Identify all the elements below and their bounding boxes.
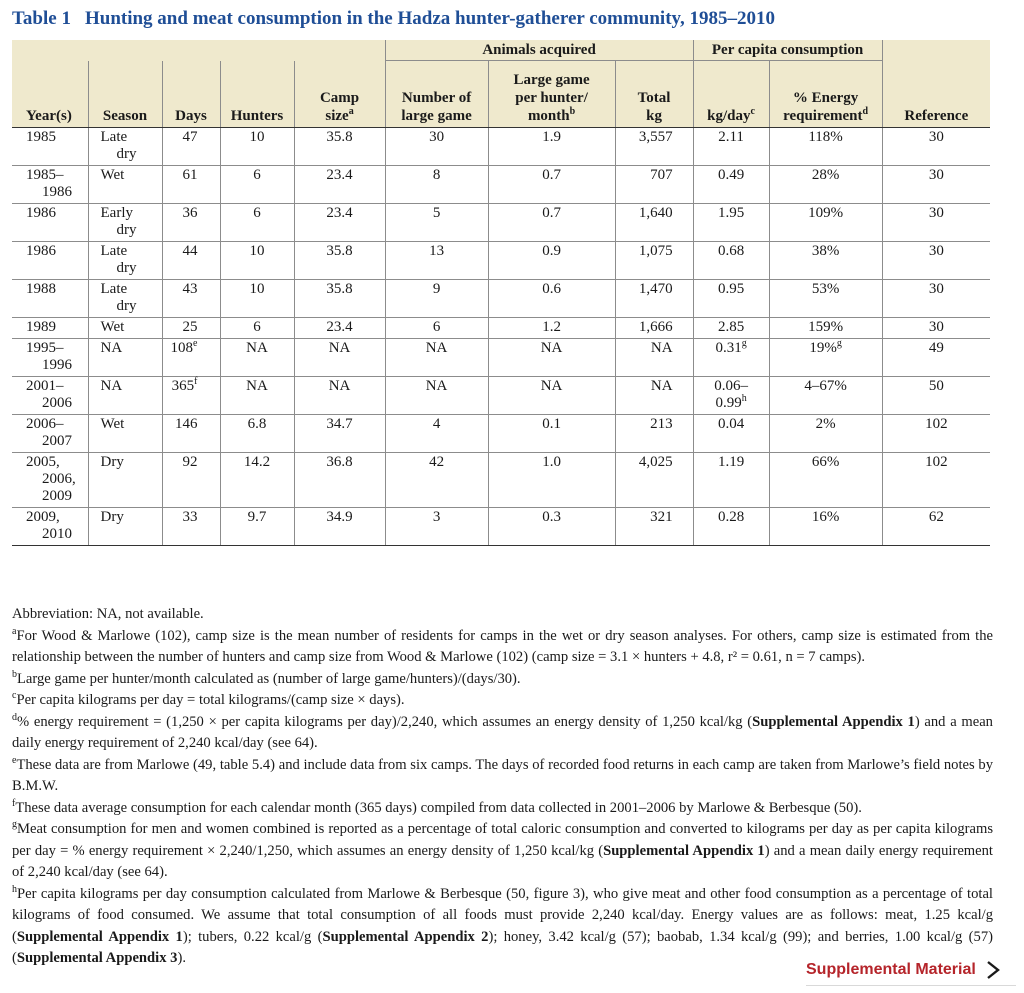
cell-year: 2006– 2007: [12, 415, 88, 453]
cell-total-kg: NA: [615, 377, 693, 415]
cell-camp-size: 23.4: [294, 318, 385, 339]
cell-large-game-per-hunter: 0.7: [488, 166, 615, 204]
cell-number-large-game: NA: [385, 377, 488, 415]
col-large-game-per-hunter: Large game per hunter/ month$^b$: [488, 61, 615, 128]
table-row: [12, 377, 990, 415]
cell-kg-day: 0.68: [693, 242, 769, 280]
cell-hunters: NA: [220, 339, 294, 377]
cell-number-large-game: NA: [385, 339, 488, 377]
cell-number-large-game: 5: [385, 204, 488, 242]
cell-reference: 30: [882, 204, 990, 242]
cell-season: Dry: [88, 508, 162, 546]
cell-hunters: 6: [220, 166, 294, 204]
cell-large-game-per-hunter: NA: [488, 339, 615, 377]
cell-total-kg: 1,640: [615, 204, 693, 242]
cell-energy-requirement: 109%: [769, 204, 882, 242]
cell-reference: 102: [882, 453, 990, 508]
cell-year: 1995– 1996: [12, 339, 88, 377]
cell-kg-day: 1.95: [693, 204, 769, 242]
table-row: [12, 339, 990, 377]
col-number-large-game: Number of large game: [385, 61, 488, 128]
cell-reference: 30: [882, 280, 990, 318]
cell-season: Late dry: [88, 242, 162, 280]
cell-days: 36: [162, 204, 220, 242]
col-hunters: Hunters: [220, 61, 294, 128]
cell-camp-size: 35.8: [294, 280, 385, 318]
cell-hunters: 14.2: [220, 453, 294, 508]
link-supplemental-appendix[interactable]: Supplemental Appendix 1: [752, 713, 915, 730]
header-row: [12, 61, 990, 128]
header-blank-ref: [882, 40, 990, 61]
col-days: Days: [162, 61, 220, 128]
cell-year: 1985: [12, 128, 88, 166]
cell-energy-requirement: 19%$^g$: [769, 339, 882, 377]
cell-days: 365$^f$: [162, 377, 220, 415]
cell-camp-size: NA: [294, 339, 385, 377]
cell-total-kg: 3,557: [615, 128, 693, 166]
table-row: [12, 453, 990, 508]
cell-camp-size: 23.4: [294, 204, 385, 242]
cell-large-game-per-hunter: 1.9: [488, 128, 615, 166]
cell-season: NA: [88, 377, 162, 415]
cell-hunters: 6: [220, 318, 294, 339]
note-h: $^h$Per capita kilograms per day consumption calculated from Marlowe & Berbesque (50, figure 3), who give meat and other food consumption as a percentage of total kilograms of food consumed. We assume that total consumption of all foods must provide 2,240 kcal/day. Energy values are as follows: meat, 1.25 kcal/g (Supplemental Appendix 1); tubers, 0.22 kcal/g (Supplemental Appendix 2); honey, 3.42 kcal/g (57); baobab, 1.34 kcal/g (99); and berries, 1.00 kcal/g (57) (Supplemental Appendix 3).: [12, 883, 993, 966]
header-blank: [12, 40, 385, 61]
cell-kg-day: 0.31$^g$: [693, 339, 769, 377]
table-row: [12, 242, 990, 280]
cell-total-kg: NA: [615, 339, 693, 377]
cell-hunters: 10: [220, 280, 294, 318]
link-supplemental-appendix[interactable]: Supplemental Appendix 3: [16, 950, 178, 966]
table-title: [12, 8, 775, 30]
cell-large-game-per-hunter: NA: [488, 377, 615, 415]
cell-total-kg: 321: [615, 508, 693, 546]
header-per-capita: Per capita consumption: [693, 40, 882, 61]
supplemental-material-link[interactable]: [806, 955, 1016, 986]
col-kg-day: kg/day$^c$: [693, 61, 769, 128]
cell-energy-requirement: 53%: [769, 280, 882, 318]
cell-reference: 30: [882, 166, 990, 204]
cell-hunters: 10: [220, 128, 294, 166]
col-total-kg: Total kg: [615, 61, 693, 128]
cell-days: 33: [162, 508, 220, 546]
cell-number-large-game: 30: [385, 128, 488, 166]
cell-reference: 30: [882, 242, 990, 280]
cell-reference: 50: [882, 377, 990, 415]
note-f: $^f$These data average consumption for each calendar month (365 days) compiled from data collected in 2001–2006 by Marlowe & Berbesque (50).: [12, 797, 862, 816]
cell-number-large-game: 8: [385, 166, 488, 204]
table-number: Table 1: [12, 8, 71, 29]
cell-season: Late dry: [88, 280, 162, 318]
table-row: [12, 318, 990, 339]
link-supplemental-appendix[interactable]: Supplemental Appendix 1: [16, 928, 183, 945]
cell-season: Late dry: [88, 128, 162, 166]
cell-camp-size: NA: [294, 377, 385, 415]
cell-season: Wet: [88, 166, 162, 204]
table-row: [12, 280, 990, 318]
note-g: $^g$Meat consumption for men and women combined is reported as a percentage of total caloric consumption and converted to kilograms per day as per capita kilograms per day = % energy requirement × 2,240/1,250, which assumes an energy density of 1,250 kcal/kg (Supplemental Appendix 1) and a mean daily energy requirement of 2,240 kcal/day (see 64).: [12, 819, 993, 880]
cell-total-kg: 707: [615, 166, 693, 204]
note-b: $^b$Large game per hunter/month calculated as (number of large game/hunters)/(days/30).: [12, 668, 521, 687]
chevron-right-icon: [984, 959, 1002, 981]
cell-camp-size: 23.4: [294, 166, 385, 204]
cell-kg-day: 0.28: [693, 508, 769, 546]
table-row: [12, 415, 990, 453]
cell-year: 2009, 2010: [12, 508, 88, 546]
cell-reference: 49: [882, 339, 990, 377]
note-abbreviation: Abbreviation: NA, not available.: [12, 606, 204, 622]
cell-total-kg: 4,025: [615, 453, 693, 508]
table-row: [12, 204, 990, 242]
cell-large-game-per-hunter: 0.3: [488, 508, 615, 546]
cell-total-kg: 1,666: [615, 318, 693, 339]
cell-year: 2005, 2006, 2009: [12, 453, 88, 508]
cell-energy-requirement: 66%: [769, 453, 882, 508]
cell-camp-size: 35.8: [294, 242, 385, 280]
col-year: Year(s): [12, 61, 88, 128]
cell-season: Dry: [88, 453, 162, 508]
cell-number-large-game: 42: [385, 453, 488, 508]
cell-kg-day: 0.06– 0.99$^h$: [693, 377, 769, 415]
cell-season: Wet: [88, 415, 162, 453]
data-table: [12, 40, 990, 546]
cell-large-game-per-hunter: 1.0: [488, 453, 615, 508]
cell-total-kg: 1,075: [615, 242, 693, 280]
cell-energy-requirement: 28%: [769, 166, 882, 204]
cell-energy-requirement: 4–67%: [769, 377, 882, 415]
cell-season: Early dry: [88, 204, 162, 242]
cell-year: 1985– 1986: [12, 166, 88, 204]
link-supplemental-appendix[interactable]: Supplemental Appendix 1: [603, 842, 765, 859]
cell-reference: 30: [882, 128, 990, 166]
cell-days: 146: [162, 415, 220, 453]
cell-year: 2001– 2006: [12, 377, 88, 415]
cell-energy-requirement: 2%: [769, 415, 882, 453]
table-caption: Hunting and meat consumption in the Hadza hunter-gatherer community, 1985–2010: [84, 8, 775, 29]
header-group-row: [12, 40, 990, 61]
link-supplemental-appendix[interactable]: Supplemental Appendix 2: [322, 928, 489, 945]
cell-year: 1989: [12, 318, 88, 339]
cell-reference: 30: [882, 318, 990, 339]
cell-energy-requirement: 159%: [769, 318, 882, 339]
cell-year: 1988: [12, 280, 88, 318]
cell-large-game-per-hunter: 0.6: [488, 280, 615, 318]
cell-hunters: 10: [220, 242, 294, 280]
cell-kg-day: 0.04: [693, 415, 769, 453]
cell-number-large-game: 3: [385, 508, 488, 546]
cell-days: 92: [162, 453, 220, 508]
cell-number-large-game: 4: [385, 415, 488, 453]
cell-large-game-per-hunter: 0.7: [488, 204, 615, 242]
cell-year: 1986: [12, 242, 88, 280]
cell-kg-day: 2.11: [693, 128, 769, 166]
cell-kg-day: 2.85: [693, 318, 769, 339]
cell-days: 25: [162, 318, 220, 339]
cell-total-kg: 1,470: [615, 280, 693, 318]
cell-camp-size: 36.8: [294, 453, 385, 508]
cell-camp-size: 35.8: [294, 128, 385, 166]
supplemental-material-label: Supplemental Material: [806, 961, 976, 978]
cell-camp-size: 34.7: [294, 415, 385, 453]
table-footnotes: [12, 604, 993, 970]
cell-days: 108e: [162, 339, 220, 377]
cell-days: 44: [162, 242, 220, 280]
col-energy-requirement: % Energy requirement$^d$: [769, 61, 882, 128]
cell-camp-size: 34.9: [294, 508, 385, 546]
cell-year: 1986: [12, 204, 88, 242]
table-row: [12, 166, 990, 204]
cell-reference: 62: [882, 508, 990, 546]
cell-hunters: 6: [220, 204, 294, 242]
cell-kg-day: 0.49: [693, 166, 769, 204]
cell-number-large-game: 6: [385, 318, 488, 339]
cell-kg-day: 1.19: [693, 453, 769, 508]
cell-kg-day: 0.95: [693, 280, 769, 318]
cell-large-game-per-hunter: 0.1: [488, 415, 615, 453]
cell-total-kg: 213: [615, 415, 693, 453]
cell-hunters: NA: [220, 377, 294, 415]
cell-large-game-per-hunter: 1.2: [488, 318, 615, 339]
col-season: Season: [88, 61, 162, 128]
cell-hunters: 9.7: [220, 508, 294, 546]
note-c: $^c$Per capita kilograms per day = total kilograms/(camp size × days).: [12, 690, 405, 708]
table-row: [12, 128, 990, 166]
note-a: $^a$For Wood & Marlowe (102), camp size is the mean number of residents for camps in the wet or dry season analyses. For others, camp size is estimated from the relationship between the number of hunters and camp size from Wood & Marlowe (102) (camp size = 3.1 × hunters + 4.8, r² = 0.61, n = 7 camps).: [12, 625, 993, 665]
cell-energy-requirement: 38%: [769, 242, 882, 280]
cell-days: 61: [162, 166, 220, 204]
cell-hunters: 6.8: [220, 415, 294, 453]
header-animals-acquired: Animals acquired: [385, 40, 693, 61]
cell-large-game-per-hunter: 0.9: [488, 242, 615, 280]
cell-number-large-game: 9: [385, 280, 488, 318]
cell-energy-requirement: 118%: [769, 128, 882, 166]
cell-number-large-game: 13: [385, 242, 488, 280]
note-e: $^e$These data are from Marlowe (49, table 5.4) and include data from six camps. The days of recorded food returns in each camp are taken from Marlowe’s field notes by B.M.W.: [12, 754, 993, 794]
cell-energy-requirement: 16%: [769, 508, 882, 546]
table-body: [12, 128, 990, 546]
cell-days: 47: [162, 128, 220, 166]
cell-season: Wet: [88, 318, 162, 339]
cell-days: 43: [162, 280, 220, 318]
table-row: [12, 508, 990, 546]
col-reference: Reference: [882, 61, 990, 128]
note-d: $^d$% energy requirement = (1,250 × per capita kilograms per day)/2,240, which assumes an energy density of 1,250 kcal/kg (Supplemental Appendix 1) and a mean daily energy requirement of 2,240 kcal/day (see 64).: [12, 711, 993, 751]
col-camp-size: Camp size$^a$: [294, 61, 385, 128]
cell-reference: 102: [882, 415, 990, 453]
cell-season: NA: [88, 339, 162, 377]
